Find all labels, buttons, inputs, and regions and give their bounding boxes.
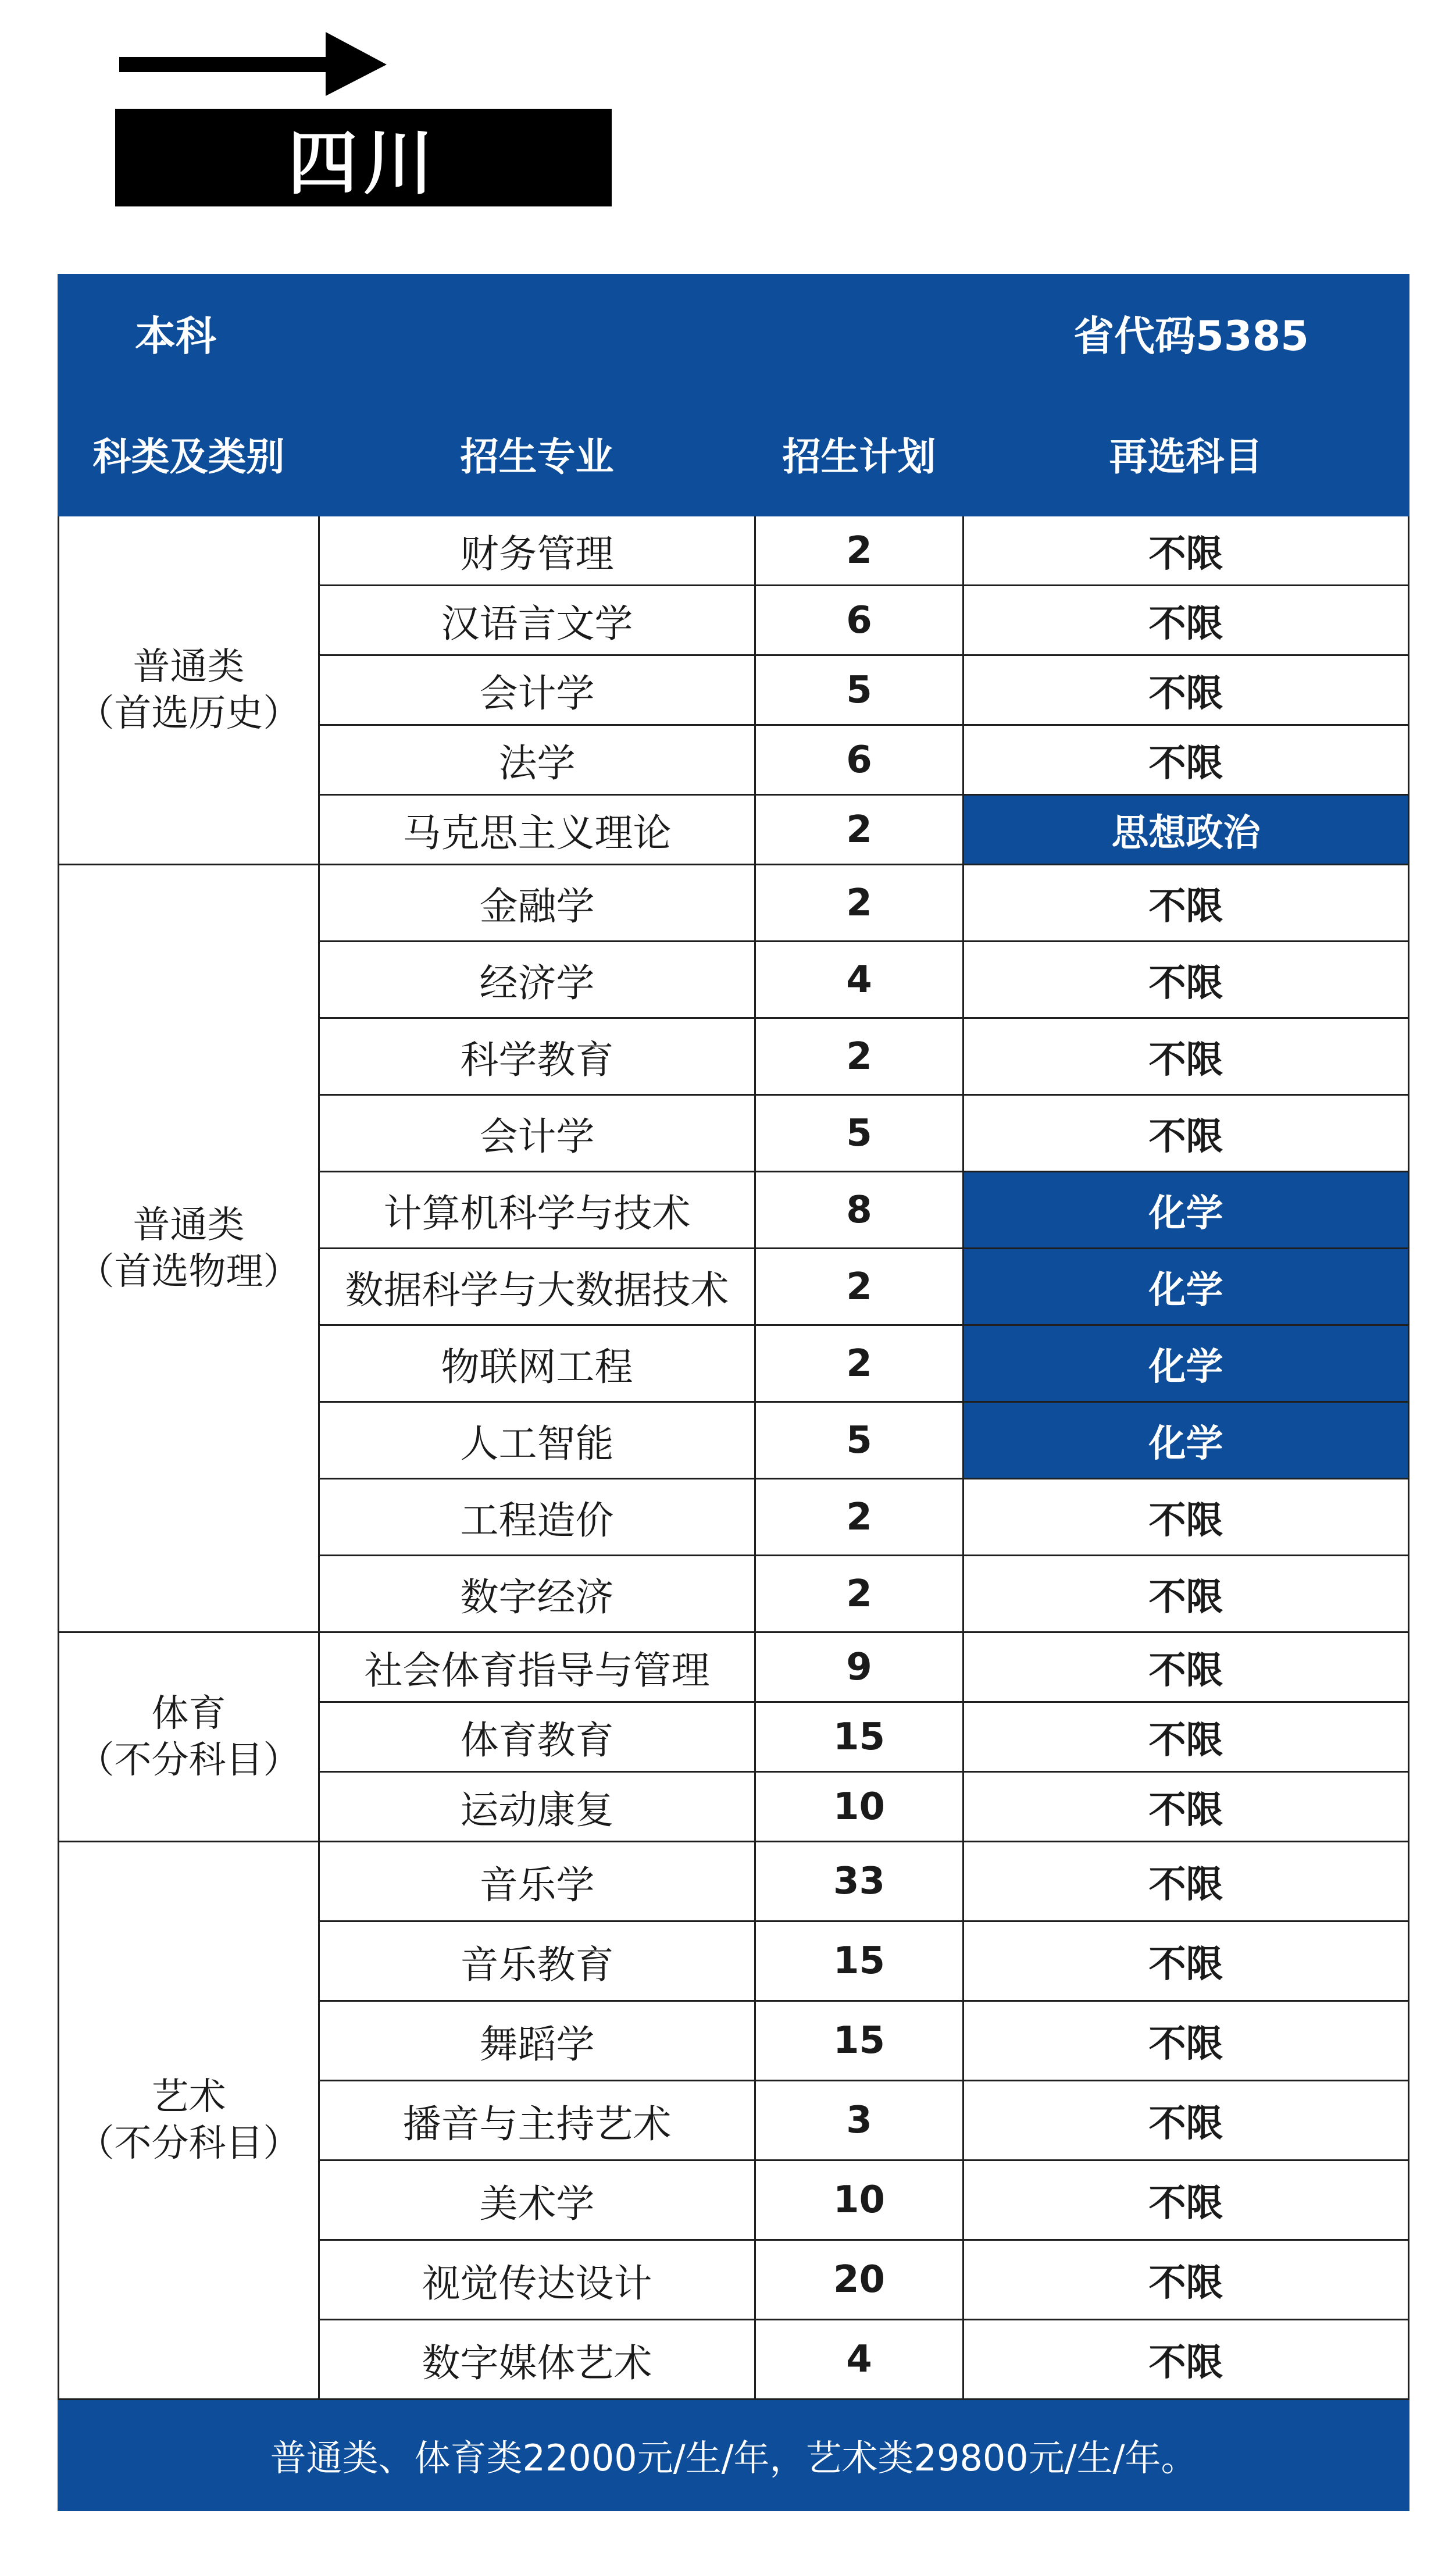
subject-cell: 不限 [963,2001,1409,2081]
required-subject-badge: 化学 [963,1325,1409,1402]
table-row [59,516,1409,586]
plan-cell: 20 [755,2240,963,2320]
plan-cell: 4 [755,942,963,1018]
plan-cell: 15 [755,1702,963,1772]
province-code: 省代码5385 [755,275,1409,391]
major-cell: 马克思主义理论 [319,795,755,865]
plan-cell: 2 [755,1479,963,1556]
tuition-note: 普通类、体育类22000元/生/年，艺术类29800元/生/年。 [59,2400,1409,2511]
plan-cell: 2 [755,865,963,942]
subject-cell: 不限 [963,1702,1409,1772]
table-row [59,1632,1409,1702]
plan-cell: 15 [755,2001,963,2081]
required-subject-badge: 化学 [963,1172,1409,1249]
major-cell: 会计学 [319,655,755,725]
category-subtype: （首选历史） [77,691,301,735]
table-row [59,865,1409,942]
major-cell: 人工智能 [319,1402,755,1479]
table-row [59,1842,1409,1921]
plan-cell: 2 [755,1325,963,1402]
column-header-major: 招生专业 [319,391,755,516]
category-subtype: （首选物理） [77,1250,301,1293]
category-subtype: （不分科目） [77,2122,301,2165]
subject-cell: 不限 [963,655,1409,725]
category-cell [59,1632,319,1842]
subject-cell: 不限 [963,2160,1409,2240]
major-cell: 金融学 [319,865,755,942]
plan-cell: 15 [755,1921,963,2001]
major-cell: 数据科学与大数据技术 [319,1249,755,1325]
subject-cell: 不限 [963,1556,1409,1632]
degree-level: 本科 [59,275,755,391]
plan-cell: 33 [755,1842,963,1921]
plan-cell: 4 [755,2320,963,2400]
plan-cell: 5 [755,655,963,725]
major-cell: 法学 [319,725,755,795]
major-cell: 视觉传达设计 [319,2240,755,2320]
major-cell: 汉语言文学 [319,586,755,655]
plan-cell: 9 [755,1632,963,1702]
major-cell: 体育教育 [319,1702,755,1772]
subject-cell: 不限 [963,1632,1409,1702]
major-cell: 会计学 [319,1095,755,1172]
major-cell: 数字媒体艺术 [319,2320,755,2400]
major-cell: 舞蹈学 [319,2001,755,2081]
major-cell: 物联网工程 [319,1325,755,1402]
plan-cell: 2 [755,1018,963,1095]
required-subject-badge: 思想政治 [963,795,1409,865]
plan-cell: 2 [755,516,963,586]
major-cell: 计算机科学与技术 [319,1172,755,1249]
column-header-plan: 招生计划 [755,391,963,516]
category-cell [59,516,319,865]
major-cell: 美术学 [319,2160,755,2240]
footer-row [59,2400,1409,2511]
subject-cell: 不限 [963,725,1409,795]
subject-cell: 不限 [963,942,1409,1018]
major-cell: 数字经济 [319,1556,755,1632]
subject-cell: 不限 [963,1842,1409,1921]
major-cell: 运动康复 [319,1772,755,1842]
major-cell: 播音与主持艺术 [319,2081,755,2160]
province-title: 四川 [115,109,612,206]
plan-cell: 10 [755,1772,963,1842]
major-cell: 经济学 [319,942,755,1018]
major-cell: 音乐学 [319,1842,755,1921]
plan-cell: 8 [755,1172,963,1249]
major-cell: 工程造价 [319,1479,755,1556]
major-cell: 科学教育 [319,1018,755,1095]
subject-cell: 不限 [963,586,1409,655]
major-cell: 音乐教育 [319,1921,755,2001]
plan-cell: 2 [755,1249,963,1325]
plan-cell: 2 [755,795,963,865]
required-subject-badge: 化学 [963,1249,1409,1325]
arrow-right-icon [119,32,387,96]
subject-cell: 不限 [963,516,1409,586]
category-name: 艺术 [151,2076,226,2119]
subject-cell: 不限 [963,1095,1409,1172]
category-name: 普通类 [133,1203,245,1247]
plan-cell: 5 [755,1402,963,1479]
plan-cell: 3 [755,2081,963,2160]
plan-cell: 2 [755,1556,963,1632]
admission-plan-table [58,274,1409,2511]
subject-cell: 不限 [963,2240,1409,2320]
plan-cell: 5 [755,1095,963,1172]
subject-cell: 不限 [963,865,1409,942]
major-cell: 社会体育指导与管理 [319,1632,755,1702]
required-subject-badge: 化学 [963,1402,1409,1479]
subject-cell: 不限 [963,1921,1409,2001]
subject-cell: 不限 [963,1479,1409,1556]
column-header-subject: 再选科目 [963,391,1409,516]
category-cell [59,1842,319,2400]
subject-cell: 不限 [963,1018,1409,1095]
major-cell: 财务管理 [319,516,755,586]
subject-cell: 不限 [963,2081,1409,2160]
plan-cell: 10 [755,2160,963,2240]
category-name: 体育 [151,1692,226,1735]
subject-cell: 不限 [963,2320,1409,2400]
category-name: 普通类 [133,645,245,689]
subject-cell: 不限 [963,1772,1409,1842]
category-subtype: （不分科目） [77,1738,301,1782]
plan-cell: 6 [755,725,963,795]
plan-cell: 6 [755,586,963,655]
column-header-category: 科类及类别 [59,391,319,516]
category-cell [59,865,319,1632]
